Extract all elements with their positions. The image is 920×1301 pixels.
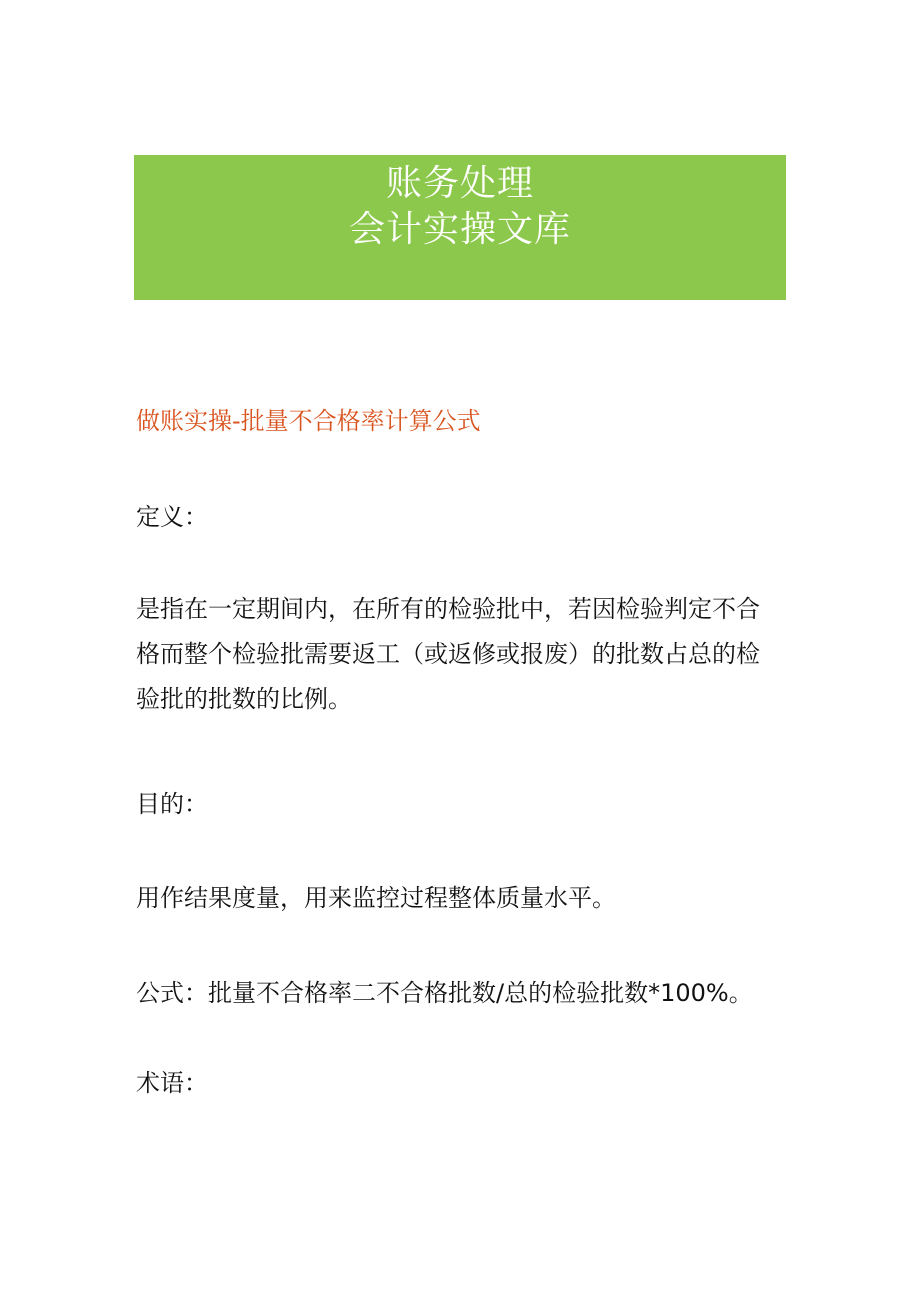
header-banner xyxy=(134,155,786,300)
purpose-heading: 目的： xyxy=(136,790,208,818)
definition-paragraph xyxy=(136,587,786,722)
definition-line: 是指在一定期间内，在所有的检验批中，若因检验判定不合 xyxy=(136,595,760,623)
definition-line: 格而整个检验批需要返工（或返修或报废）的批数占总的检 xyxy=(136,640,760,668)
definition-heading: 定义： xyxy=(136,503,208,531)
definition-line: 验批的批数的比例。 xyxy=(136,685,352,713)
purpose-text: 用作结果度量，用来监控过程整体质量水平。 xyxy=(136,884,616,912)
banner-title: 账务处理 xyxy=(385,163,534,204)
terms-heading: 术语： xyxy=(136,1069,208,1097)
document-title: 做账实操-批量不合格率计算公式 xyxy=(136,407,481,435)
formula-text: 公式：批量不合格率二不合格批数/总的检验批数*100%。 xyxy=(136,979,753,1007)
banner-subtitle: 会计实操文库 xyxy=(348,209,571,250)
